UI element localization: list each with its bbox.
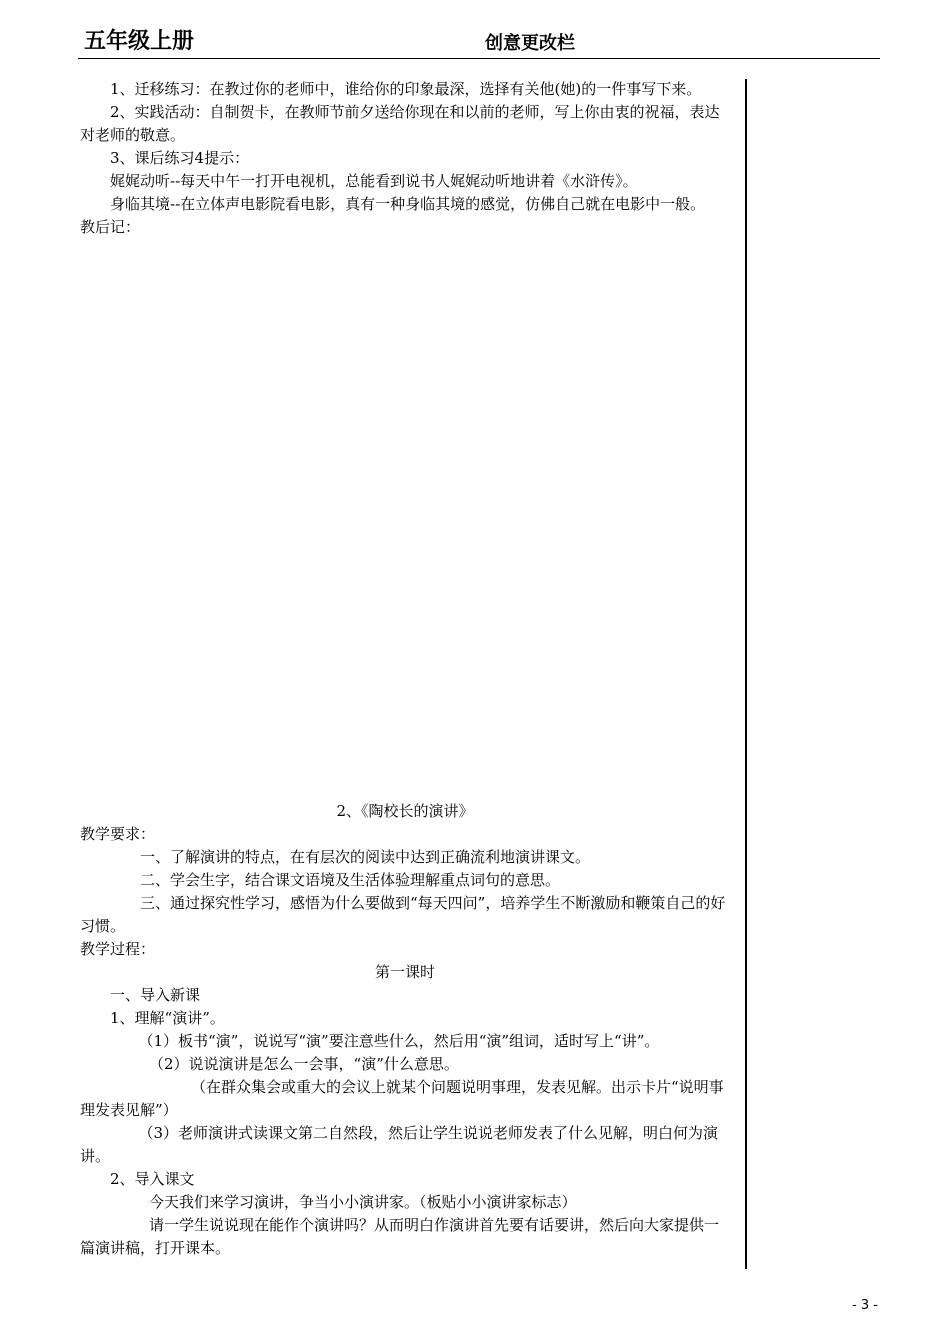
page-number: - 3 - xyxy=(852,1298,878,1313)
step-1-2: （2）说说演讲是怎么一会事，“演”什么意思。 xyxy=(149,1055,459,1073)
column-divider xyxy=(745,79,747,1269)
lesson-section xyxy=(80,800,730,1260)
lesson-title: 2、《陶校长的演讲》 xyxy=(336,802,474,820)
header-rule xyxy=(78,58,880,59)
teaching-notes-label: 教后记： xyxy=(80,218,141,236)
revision-column-title: 创意更改栏 xyxy=(485,33,575,54)
practice-item-2: 2、实践活动：自制贺卡，在教师节前夕送给你现在和以前的老师，写上你由衷的祝福，表达对老师的敬意。 xyxy=(80,103,720,144)
step-intro: 一、导入新课 xyxy=(110,986,201,1004)
step-1: 1、理解“演讲”。 xyxy=(110,1009,225,1027)
top-section xyxy=(80,78,730,239)
step-1-3: （3）老师演讲式读课文第二自然段，然后让学生说说老师发表了什么见解，明白何为演讲。 xyxy=(80,1124,719,1165)
requirement-2: 二、学会生字，结合课文语境及生活体验理解重点词句的意思。 xyxy=(140,871,561,889)
practice-item-1: 1、迁移练习：在教过你的老师中，谁给你的印象最深，选择有关他(她)的一件事写下来。 xyxy=(110,80,702,98)
step-2-text-1: 今天我们来学习演讲，争当小小演讲家。（板贴小小演讲家标志） xyxy=(149,1193,577,1211)
idiom-explanation-2: 身临其境--在立体声电影院看电影，真有一种身临其境的感觉，仿佛自己就在电影中一般。 xyxy=(110,195,706,213)
step-1-2-note: （在群众集会或重大的会议上就某个问题说明事理，发表见解。出示卡片“说明事理发表见解”） xyxy=(80,1078,724,1119)
period-title: 第一课时 xyxy=(374,963,435,981)
step-2-text-2: 请一学生说说现在能作个演讲吗？从而明白作演讲首先要有话要讲，然后向大家提供一篇演讲稿，打开课本。 xyxy=(80,1216,720,1257)
requirement-1: 一、了解演讲的特点，在有层次的阅读中达到正确流利地演讲课文。 xyxy=(140,848,591,866)
process-label: 教学过程： xyxy=(80,940,156,958)
practice-item-3: 3、课后练习4提示： xyxy=(110,149,250,167)
requirements-label: 教学要求： xyxy=(80,825,156,843)
step-2: 2、导入课文 xyxy=(110,1170,195,1188)
grade-title: 五年级上册 xyxy=(84,29,195,54)
requirement-3: 三、通过探究性学习，感悟为什么要做到“每天四问”，培养学生不断激励和鞭策自己的好习惯。 xyxy=(80,894,726,935)
idiom-explanation-1: 娓娓动听--每天中午一打开电视机，总能看到说书人娓娓动听地讲着《水浒传》。 xyxy=(110,172,638,190)
step-1-1: （1）板书“演”，说说写“演”要注意些什么，然后用“演”组词，适时写上“讲”。 xyxy=(138,1032,660,1050)
